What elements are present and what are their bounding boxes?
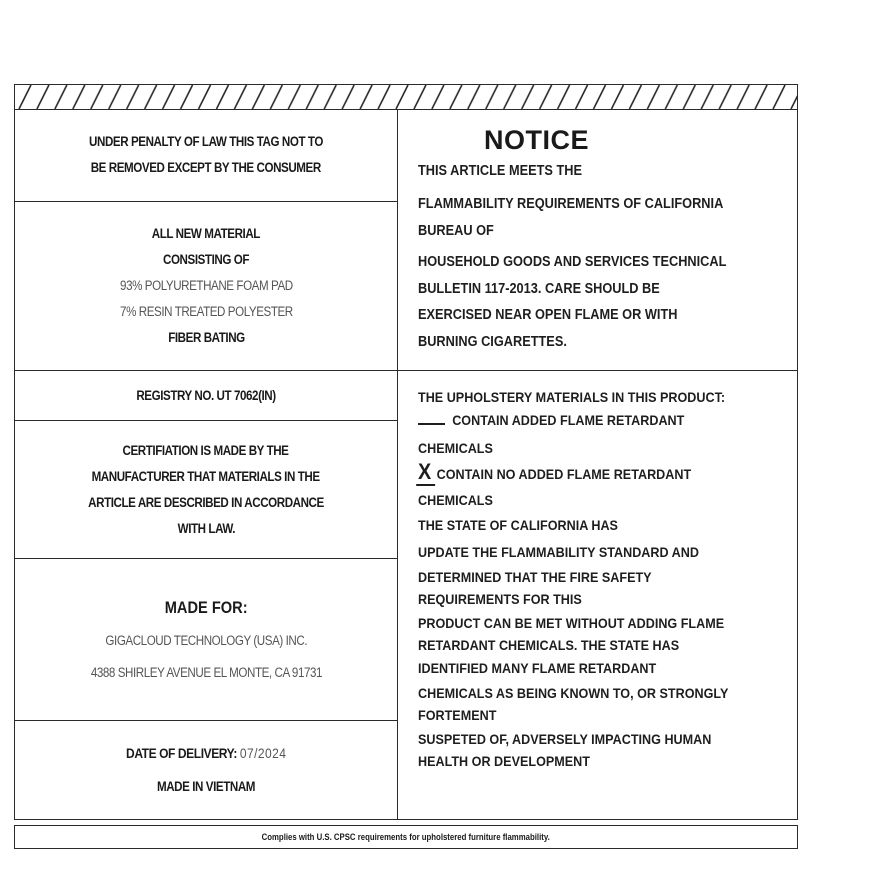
upholstery-heading: THE UPHOLSTERY MATERIALS IN THIS PRODUCT: <box>418 389 726 405</box>
registry-cell <box>15 371 397 421</box>
notice-line-1: THIS ARTICLE MEETS THE <box>418 163 582 179</box>
material-line-1: ALL NEW MATERIAL <box>151 226 261 241</box>
notice-line-7: BURNING CIGARETTES. <box>418 334 567 350</box>
certification-cell <box>15 421 397 559</box>
upholstery-body-line: PRODUCT CAN BE MET WITHOUT ADDING FLAME <box>418 615 725 631</box>
penalty-cell <box>15 109 397 202</box>
option-added-cont: CHEMICALS <box>418 440 493 456</box>
made-for-cell <box>15 559 397 721</box>
notice-cell <box>398 109 797 371</box>
notice-line-3: BUREAU OF <box>418 223 494 239</box>
upholstery-body-line: SUSPETED OF, ADVERSELY IMPACTING HUMAN <box>418 731 712 747</box>
option-none-row <box>418 459 691 485</box>
registry-number: REGISTRY NO. UT 7062(IN) <box>136 387 276 403</box>
penalty-line-1: UNDER PENALTY OF LAW THIS TAG NOT TO <box>89 134 323 149</box>
option-none-label: CONTAIN NO ADDED FLAME RETARDANT <box>436 466 692 482</box>
delivery-date: 07/2024 <box>239 745 287 761</box>
upholstery-body-line: HEALTH OR DEVELOPMENT <box>418 753 590 769</box>
option-added-row <box>418 412 684 428</box>
certification-line-2: MANUFACTURER THAT MATERIALS IN THE <box>91 468 321 484</box>
right-column <box>398 109 797 819</box>
hatch-pattern <box>15 85 797 109</box>
made-in-origin: MADE IN VIETNAM <box>156 779 256 794</box>
material-line-2: CONSISTING OF <box>162 252 249 267</box>
upholstery-body-line: REQUIREMENTS FOR THIS <box>418 591 582 607</box>
upholstery-body-line: CHEMICALS AS BEING KNOWN TO, OR STRONGLY <box>418 685 729 701</box>
upholstery-body-line: IDENTIFIED MANY FLAME RETARDANT <box>418 660 657 676</box>
notice-line-4: HOUSEHOLD GOODS AND SERVICES TECHNICAL <box>418 254 727 270</box>
delivery-cell <box>15 721 397 819</box>
delivery-label: DATE OF DELIVERY: <box>125 745 237 761</box>
x-checkmark-icon: X <box>418 459 432 484</box>
upholstery-body-line: DETERMINED THAT THE FIRE SAFETY <box>418 569 652 585</box>
unchecked-line <box>418 423 445 425</box>
notice-line-6: EXERCISED NEAR OPEN FLAME OR WITH <box>418 307 678 323</box>
upholstery-body-line: FORTEMENT <box>418 707 497 723</box>
upholstery-body-line: RETARDANT CHEMICALS. THE STATE HAS <box>418 637 680 653</box>
delivery-row <box>126 736 286 770</box>
made-for-company: GIGACLOUD TECHNOLOGY (USA) INC. <box>105 632 307 648</box>
material-line-3: 93% POLYURETHANE FOAM PAD <box>119 278 293 293</box>
hatched-header-strip <box>15 85 797 110</box>
notice-title: NOTICE <box>484 125 590 155</box>
option-added-label: CONTAIN ADDED FLAME RETARDANT <box>452 412 685 428</box>
law-tag <box>14 84 798 820</box>
certification-line-4: WITH LAW. <box>177 520 235 536</box>
upholstery-body-line: UPDATE THE FLAMMABILITY STANDARD AND <box>418 544 699 560</box>
certification-line-1: CERTIFIATION IS MADE BY THE <box>122 442 289 458</box>
material-line-4: 7% RESIN TREATED POLYESTER <box>119 304 293 319</box>
upholstery-body-line: THE STATE OF CALIFORNIA HAS <box>418 517 618 533</box>
notice-line-2: FLAMMABILITY REQUIREMENTS OF CALIFORNIA <box>418 196 724 212</box>
material-cell <box>15 202 397 371</box>
made-for-address: 4388 SHIRLEY AVENUE EL MONTE, CA 91731 <box>90 664 322 680</box>
certification-line-3: ARTICLE ARE DESCRIBED IN ACCORDANCE <box>88 494 324 510</box>
notice-line-5: BULLETIN 117-2013. CARE SHOULD BE <box>418 281 660 297</box>
option-none-cont: CHEMICALS <box>418 492 493 508</box>
compliance-text: Complies with U.S. CPSC requirements for upholstered furniture flammability. <box>261 831 551 843</box>
penalty-line-2: BE REMOVED EXCEPT BY THE CONSUMER <box>90 160 322 175</box>
made-for-heading: MADE FOR: <box>164 597 248 617</box>
compliance-footer <box>14 825 798 849</box>
left-column <box>15 109 397 819</box>
material-line-5: FIBER BATING <box>167 330 245 345</box>
